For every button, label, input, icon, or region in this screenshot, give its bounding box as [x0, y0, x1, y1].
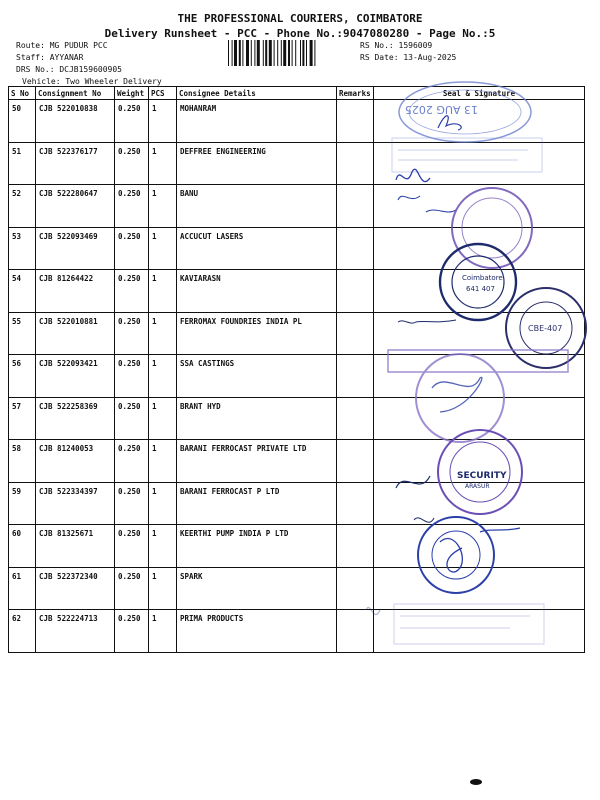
cell-sno: 57 [9, 397, 36, 440]
cell-signature [374, 270, 585, 313]
cell-pcs: 1 [149, 567, 177, 610]
cell-pcs: 1 [149, 100, 177, 143]
table-row [9, 142, 585, 185]
header-consignee: Consignee Details [177, 87, 337, 100]
header-pcs: PCS [149, 87, 177, 100]
cell-consignment: CJB 522280647 [36, 185, 115, 228]
cell-sno: 55 [9, 312, 36, 355]
cell-consignee: SPARK [177, 567, 337, 610]
drs-label: DRS No.: DCJB159600905 [16, 65, 122, 74]
cell-weight: 0.250 [115, 312, 149, 355]
barcode-bar [300, 40, 301, 66]
rs-no-label: RS No.: 1596009 [360, 41, 433, 50]
cell-consignment: CJB 81325671 [36, 525, 115, 568]
barcode-bar [281, 40, 282, 66]
cell-remarks [337, 355, 374, 398]
barcode-bar [265, 40, 267, 66]
stamp-coimbatore: Coimbatore [462, 274, 503, 282]
cell-weight: 0.250 [115, 270, 149, 313]
ink-blot [470, 779, 482, 785]
cell-consignment: CJB 522258369 [36, 397, 115, 440]
cell-weight: 0.250 [115, 567, 149, 610]
cell-weight: 0.250 [115, 100, 149, 143]
barcode-bar [306, 40, 307, 66]
barcode-bar [263, 40, 264, 66]
barcode-bar [246, 40, 249, 66]
cell-sno: 53 [9, 227, 36, 270]
table-row [9, 100, 585, 143]
cell-remarks [337, 142, 374, 185]
cell-consignee: MOHANRAM [177, 100, 337, 143]
cell-signature [374, 525, 585, 568]
cell-consignee: BRANT HYD [177, 397, 337, 440]
table-header-row [9, 87, 585, 100]
date-stamp-text: 13 AUG 2025 [404, 103, 478, 116]
barcode-bar [232, 40, 233, 66]
cell-signature [374, 610, 585, 653]
cell-pcs: 1 [149, 227, 177, 270]
cell-consignee: DEFFREE ENGINEERING [177, 142, 337, 185]
header-weight: Weight [115, 87, 149, 100]
cell-sno: 62 [9, 610, 36, 653]
cell-consignee: KEERTHI PUMP INDIA P LTD [177, 525, 337, 568]
barcode-bar [254, 40, 255, 66]
company-title: THE PROFESSIONAL COURIERS, COIMBATORE [177, 12, 423, 25]
cell-pcs: 1 [149, 525, 177, 568]
cell-pcs: 1 [149, 270, 177, 313]
barcode-bar [269, 40, 272, 66]
cell-sno: 51 [9, 142, 36, 185]
cell-pcs: 1 [149, 312, 177, 355]
cell-weight: 0.250 [115, 482, 149, 525]
cell-remarks [337, 100, 374, 143]
cell-signature [374, 142, 585, 185]
table-row [9, 355, 585, 398]
cell-weight: 0.250 [115, 227, 149, 270]
cell-signature [374, 227, 585, 270]
barcode-bar [314, 40, 315, 66]
cell-consignment: CJB 81264422 [36, 270, 115, 313]
cell-signature [374, 482, 585, 525]
stamp-pin: 641 407 [466, 285, 495, 293]
cell-consignee: KAVIARASN [177, 270, 337, 313]
barcode-bar [292, 40, 293, 66]
barcode-bar [274, 40, 275, 66]
cell-sno: 60 [9, 525, 36, 568]
barcode-bar [295, 40, 296, 66]
meta-left [16, 40, 162, 88]
cell-consignment: CJB 81240053 [36, 440, 115, 483]
cell-consignment: CJB 522224713 [36, 610, 115, 653]
cell-remarks [337, 270, 374, 313]
barcode-bar [242, 40, 243, 66]
header-remarks: Remarks [337, 87, 374, 100]
cell-consignment: CJB 522372340 [36, 567, 115, 610]
security-text: SECURITY [457, 471, 507, 481]
barcode-bar [228, 40, 229, 66]
cell-remarks [337, 397, 374, 440]
cell-pcs: 1 [149, 397, 177, 440]
cell-consignee: BANU [177, 185, 337, 228]
cell-signature [374, 567, 585, 610]
cell-weight: 0.250 [115, 142, 149, 185]
header-consignment: Consignment No [36, 87, 115, 100]
barcode-bar [302, 40, 304, 66]
cell-consignee: BARANI FERROCAST P LTD [177, 482, 337, 525]
meta-right [360, 40, 456, 64]
table-row [9, 440, 585, 483]
cell-sno: 54 [9, 270, 36, 313]
cell-remarks [337, 482, 374, 525]
barcode-bar [310, 40, 313, 66]
cell-consignee: PRIMA PRODUCTS [177, 610, 337, 653]
cell-remarks [337, 525, 374, 568]
table-row [9, 397, 585, 440]
cell-sno: 52 [9, 185, 36, 228]
cell-sno: 58 [9, 440, 36, 483]
cell-pcs: 1 [149, 142, 177, 185]
runsheet-table [8, 86, 585, 653]
cell-signature [374, 397, 585, 440]
cell-sno: 50 [9, 100, 36, 143]
barcode [228, 40, 346, 66]
table-row [9, 227, 585, 270]
cell-weight: 0.250 [115, 355, 149, 398]
cell-sno: 56 [9, 355, 36, 398]
cell-consignment: CJB 522010881 [36, 312, 115, 355]
cell-consignment: CJB 522093421 [36, 355, 115, 398]
cell-consignment: CJB 522093469 [36, 227, 115, 270]
cell-remarks [337, 440, 374, 483]
barcode-bar [239, 40, 241, 66]
cell-pcs: 1 [149, 355, 177, 398]
cell-consignee: BARANI FERROCAST PRIVATE LTD [177, 440, 337, 483]
cell-pcs: 1 [149, 482, 177, 525]
cell-signature [374, 312, 585, 355]
cell-pcs: 1 [149, 610, 177, 653]
cell-consignee: ACCUCUT LASERS [177, 227, 337, 270]
staff-label: Staff: AYYANAR [16, 53, 84, 62]
cell-signature [374, 440, 585, 483]
barcode-bar [234, 40, 237, 66]
barcode-bar [277, 40, 278, 66]
header-seal: Seal & Signature [374, 87, 585, 100]
table-row [9, 312, 585, 355]
cell-weight: 0.250 [115, 397, 149, 440]
cell-remarks [337, 567, 374, 610]
cell-remarks [337, 312, 374, 355]
table-row [9, 525, 585, 568]
barcode-bar [288, 40, 290, 66]
table-row [9, 610, 585, 653]
rs-date-label: RS Date: 13-Aug-2025 [360, 53, 457, 62]
cell-consignee: FERROMAX FOUNDRIES INDIA PL [177, 312, 337, 355]
barcode-bar [257, 40, 260, 66]
cell-signature [374, 355, 585, 398]
runsheet-subtitle: Delivery Runsheet - PCC - Phone No.:9047080280 - Page No.:5 [104, 27, 496, 40]
cell-consignment: CJB 522334397 [36, 482, 115, 525]
cell-signature [374, 100, 585, 143]
barcode-bar [283, 40, 286, 66]
cell-remarks [337, 610, 374, 653]
cell-pcs: 1 [149, 440, 177, 483]
cell-pcs: 1 [149, 185, 177, 228]
vehicle-label: Vehicle: Two Wheeler Delivery [22, 77, 162, 86]
table-row [9, 482, 585, 525]
cell-consignment: CJB 522010838 [36, 100, 115, 143]
cell-signature [374, 185, 585, 228]
route-label: Route: MG PUDUR PCC [16, 41, 108, 50]
cell-remarks [337, 185, 374, 228]
header-sno: S No [9, 87, 36, 100]
cell-sno: 59 [9, 482, 36, 525]
cell-remarks [337, 227, 374, 270]
cell-consignee: SSA CASTINGS [177, 355, 337, 398]
cell-weight: 0.250 [115, 440, 149, 483]
table-row [9, 567, 585, 610]
arasur-text: ARASUR [465, 483, 490, 490]
cell-consignment: CJB 522376177 [36, 142, 115, 185]
cell-weight: 0.250 [115, 525, 149, 568]
table-row [9, 270, 585, 313]
cell-weight: 0.250 [115, 610, 149, 653]
cell-sno: 61 [9, 567, 36, 610]
table-row [9, 185, 585, 228]
cell-weight: 0.250 [115, 185, 149, 228]
cbe-407-text: CBE-407 [528, 324, 563, 333]
barcode-bar [251, 40, 252, 66]
